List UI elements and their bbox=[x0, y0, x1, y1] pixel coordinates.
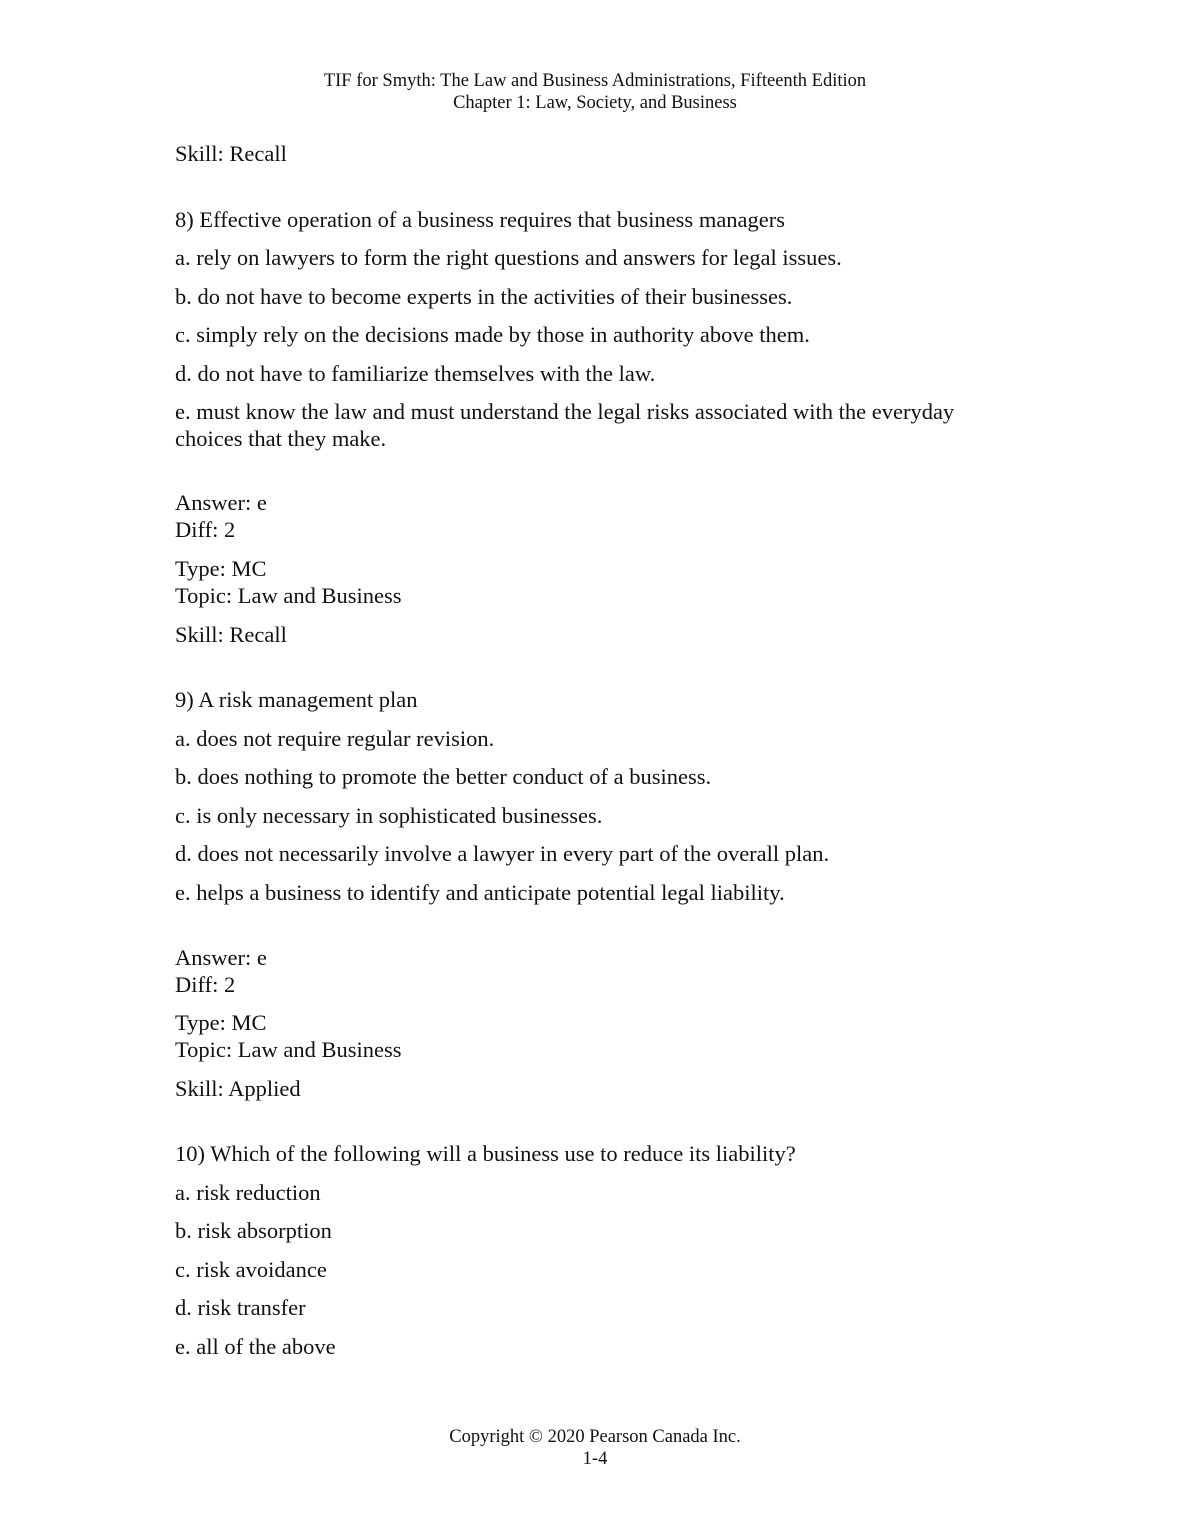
question-8-skill: Skill: Recall bbox=[175, 622, 287, 647]
question-8-topic: Topic: Law and Business bbox=[175, 583, 402, 608]
chapter-title: Chapter 1: Law, Society, and Business bbox=[453, 93, 737, 113]
skill-label: Skill: Recall bbox=[175, 141, 287, 166]
question-9-stem: 9) A risk management plan bbox=[175, 687, 418, 712]
page-footer bbox=[0, 1426, 1190, 1470]
page-header bbox=[0, 70, 1190, 114]
question-8-option-b: b. do not have to become experts in the activities of their businesses. bbox=[175, 284, 793, 309]
question-9-option-e: e. helps a business to identify and anticipate potential legal liability. bbox=[175, 880, 785, 905]
question-8-stem: 8) Effective operation of a business requires that business managers bbox=[175, 207, 786, 232]
question-8-type: Type: MC bbox=[175, 556, 267, 581]
question-10-stem: 10) Which of the following will a business use to reduce its liability? bbox=[175, 1141, 796, 1166]
question-9-option-a: a. does not require regular revision. bbox=[175, 726, 495, 751]
question-8-answer: Answer: e bbox=[175, 490, 267, 515]
page-number: 1-4 bbox=[582, 1449, 608, 1469]
question-8-option-d: d. do not have to familiarize themselves with the law. bbox=[175, 361, 656, 386]
copyright: Copyright © 2020 Pearson Canada Inc. bbox=[449, 1427, 741, 1447]
question-9-skill: Skill: Applied bbox=[175, 1076, 301, 1101]
question-9-option-b: b. does nothing to promote the better conduct of a business. bbox=[175, 764, 712, 789]
question-8-option-e: e. must know the law and must understand the legal risks associated with the everyday choices that they make. bbox=[175, 399, 955, 451]
question-9-diff: Diff: 2 bbox=[175, 972, 236, 997]
question-9-option-c: c. is only necessary in sophisticated businesses. bbox=[175, 803, 603, 828]
question-8-option-a: a. rely on lawyers to form the right questions and answers for legal issues. bbox=[175, 245, 842, 270]
book-title: TIF for Smyth: The Law and Business Administrations, Fifteenth Edition bbox=[323, 71, 867, 91]
question-9-answer: Answer: e bbox=[175, 945, 267, 970]
question-9-topic: Topic: Law and Business bbox=[175, 1037, 402, 1062]
question-10-option-a: a. risk reduction bbox=[175, 1180, 321, 1205]
question-9-option-d: d. does not necessarily involve a lawyer in every part of the overall plan. bbox=[175, 841, 830, 866]
question-8-option-c: c. simply rely on the decisions made by those in authority above them. bbox=[175, 322, 810, 347]
question-10-option-b: b. risk absorption bbox=[175, 1218, 332, 1243]
question-9-type: Type: MC bbox=[175, 1010, 267, 1035]
question-8-diff: Diff: 2 bbox=[175, 517, 236, 542]
question-10-option-e: e. all of the above bbox=[175, 1334, 336, 1359]
question-10-option-d: d. risk transfer bbox=[175, 1295, 306, 1320]
question-10-option-c: c. risk avoidance bbox=[175, 1257, 327, 1282]
